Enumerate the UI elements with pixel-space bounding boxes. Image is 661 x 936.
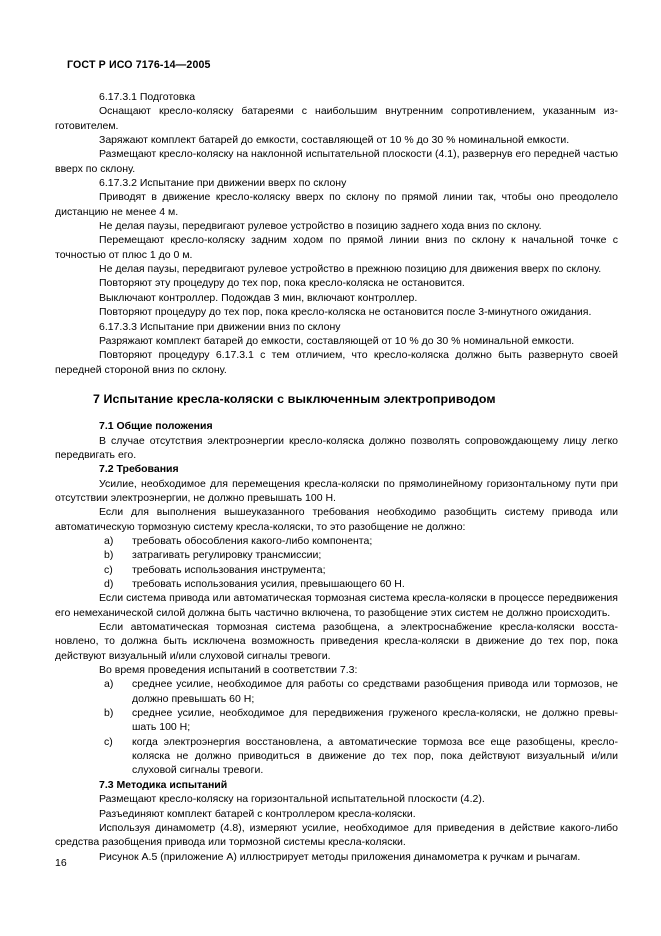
paragraph-6-17-3-2-1: Приводят в движение кресло-коляску вверх по склону по прямой линии так, чтобы оно преодолело дистанцию не менее 4 м. bbox=[55, 191, 618, 218]
paragraph-6-17-3-1-3: Размещают кресло-коляску на наклонной испытательной плоскости (4.1), развернув его передней частью вверх по склону. bbox=[55, 148, 618, 175]
paragraph-7-1-1: В случае отсутствия электроэнергии кресло-коляска должно позволять сопровождающему лицу легко передвигать его. bbox=[55, 434, 618, 461]
clause-heading-6-17-3-3: 6.17.3.3 Испытание при движении вниз по склону bbox=[99, 320, 341, 333]
spacer-below-section-7 bbox=[55, 406, 618, 419]
list-item-text: когда электроэнергия восстановлена, а автоматические тормоза все еще разобщены, кресло-коляска не должно приводиться в движение до тех пор, пока действуют визуальный и/или слуховой сигналы тревоги. bbox=[132, 735, 618, 777]
paragraph-7-3-2: Разъединяют комплект батарей с контроллером кресла-коляски. bbox=[99, 807, 416, 820]
paragraph-6-17-3-3-1: Разряжают комплект батарей до емкости, составляющей от 10 % до 30 % номинальной емкости. bbox=[99, 334, 575, 347]
clause-heading-6-17-3-2: 6.17.3.2 Испытание при движении вверх по склону bbox=[99, 177, 347, 190]
section-heading-7: 7 Испытание кресла-коляски с выключенным электроприводом bbox=[93, 391, 496, 406]
test-conditions-list-7-2 bbox=[55, 677, 618, 777]
list-item-text: затрагивать регулировку трансмиссии; bbox=[132, 549, 322, 562]
list-marker: a) bbox=[104, 678, 114, 691]
list-item bbox=[55, 706, 618, 735]
requirements-list-7-2 bbox=[55, 534, 618, 591]
page-number: 16 bbox=[55, 857, 67, 869]
paragraph-7-2-5: Во время проведения испытаний в соответствии 7.3: bbox=[99, 664, 358, 677]
paragraph-6-17-3-2-4: Не делая паузы, передвигают рулевое устройство в прежнюю позицию для движения вверх по склону. bbox=[99, 263, 602, 276]
list-marker: b) bbox=[104, 707, 114, 720]
list-item bbox=[55, 534, 618, 548]
list-marker: c) bbox=[104, 563, 113, 576]
list-item-text: среднее усилие, необходимое для передвижения груженого кресла-коляски, не должно превышать 100 Н; bbox=[132, 707, 618, 734]
paragraph-7-2-2: Если для выполнения вышеуказанного требования необходимо разобщить систему привода или автоматическую тормозную систему кресла-коляски, то это разобщение не должно: bbox=[55, 506, 618, 533]
paragraph-6-17-3-2-5: Повторяют эту процедуру до тех пор, пока кресло-коляска не остановится. bbox=[99, 277, 465, 290]
running-header: ГОСТ Р ИСО 7176-14—2005 bbox=[67, 59, 211, 71]
paragraph-6-17-3-2-6: Выключают контроллер. Подождав 3 мин, включают контроллер. bbox=[99, 291, 418, 304]
list-marker: b) bbox=[104, 549, 114, 562]
list-marker: a) bbox=[104, 534, 114, 547]
paragraph-7-2-4: Если автоматическая тормозная система разобщена, а электроснабжение кресла-коляски восстановлено, то должна быть исключена возможность приведения кресла-коляски в движение до тех пор, пока действуют визуальный и/или слуховой сигналы тревоги. bbox=[55, 621, 618, 662]
list-item-text: среднее усилие, необходимое для работы со средствами разобщения привода или тормозов, не должно превышать 60 Н; bbox=[132, 678, 618, 705]
list-item bbox=[55, 677, 618, 706]
spacer-above-section-7 bbox=[55, 377, 618, 392]
list-item bbox=[55, 577, 618, 591]
list-item bbox=[55, 548, 618, 562]
paragraph-6-17-3-2-2: Не делая паузы, передвигают рулевое устройство в позицию заднего хода вниз по склону. bbox=[99, 220, 542, 233]
subsection-heading-7-2: 7.2 Требования bbox=[99, 463, 179, 476]
subsection-heading-7-3: 7.3 Методика испытаний bbox=[99, 778, 228, 791]
paragraph-7-3-4: Рисунок А.5 (приложение А) иллюстрирует методы приложения динамометра к ручкам и рычагам. bbox=[99, 850, 581, 863]
list-item bbox=[55, 563, 618, 577]
paragraph-6-17-3-2-7: Повторяют процедуру до тех пор, пока кресло-коляска не остановится после 3-минутного ожидания. bbox=[99, 306, 592, 319]
paragraph-7-2-3: Если система привода или автоматическая тормозная система кресла-коляски в процессе передвижения его немеханической силой должна быть частично включена, то разобщение этих систем не должно происходить. bbox=[55, 592, 618, 619]
paragraph-7-3-3: Используя динамометр (4.8), измеряют усилие, необходимое для приведения в действие какого-либо средства разобщения привода или тормозной системы кресла-коляски. bbox=[55, 821, 618, 849]
paragraph-6-17-3-3-2: Повторяют процедуру 6.17.3.1 с тем отличием, что кресло-коляска должно быть развернуто своей передней стороной вниз по склону. bbox=[55, 349, 618, 376]
list-marker: c) bbox=[104, 735, 113, 748]
list-marker: d) bbox=[104, 578, 114, 590]
list-item-text: требовать обособления какого-либо компонента; bbox=[132, 534, 373, 547]
paragraph-7-3-1: Размещают кресло-коляску на горизонтальной испытательной плоскости (4.2). bbox=[99, 793, 485, 806]
paragraph-6-17-3-1-2: Заряжают комплект батарей до емкости, составляющей от 10 % до 30 % номинальной емкости. bbox=[99, 134, 570, 147]
paragraph-7-2-1: Усилие, необходимое для перемещения кресла-коляски по прямолинейному горизонтальному пути при отсутствии электроэнергии, не должно превышать 100 Н. bbox=[55, 477, 618, 504]
paragraph-6-17-3-2-3: Перемещают кресло-коляску задним ходом по прямой линии вниз по склону к начальной точке с точностью от плюс 1 до 0 м. bbox=[55, 234, 618, 261]
list-item-text: требовать использования инструмента; bbox=[132, 563, 326, 576]
page-body bbox=[55, 90, 618, 864]
subsection-heading-7-1: 7.1 Общие положения bbox=[99, 420, 213, 433]
clause-heading-6-17-3-1: 6.17.3.1 Подготовка bbox=[99, 91, 196, 103]
list-item bbox=[55, 735, 618, 778]
list-item-text: требовать использования усилия, превышающего 60 Н. bbox=[132, 578, 405, 590]
paragraph-6-17-3-1-1: Оснащают кресло-коляску батареями с наибольшим внутренним сопротивлением, указанным изготовителем. bbox=[55, 105, 618, 132]
